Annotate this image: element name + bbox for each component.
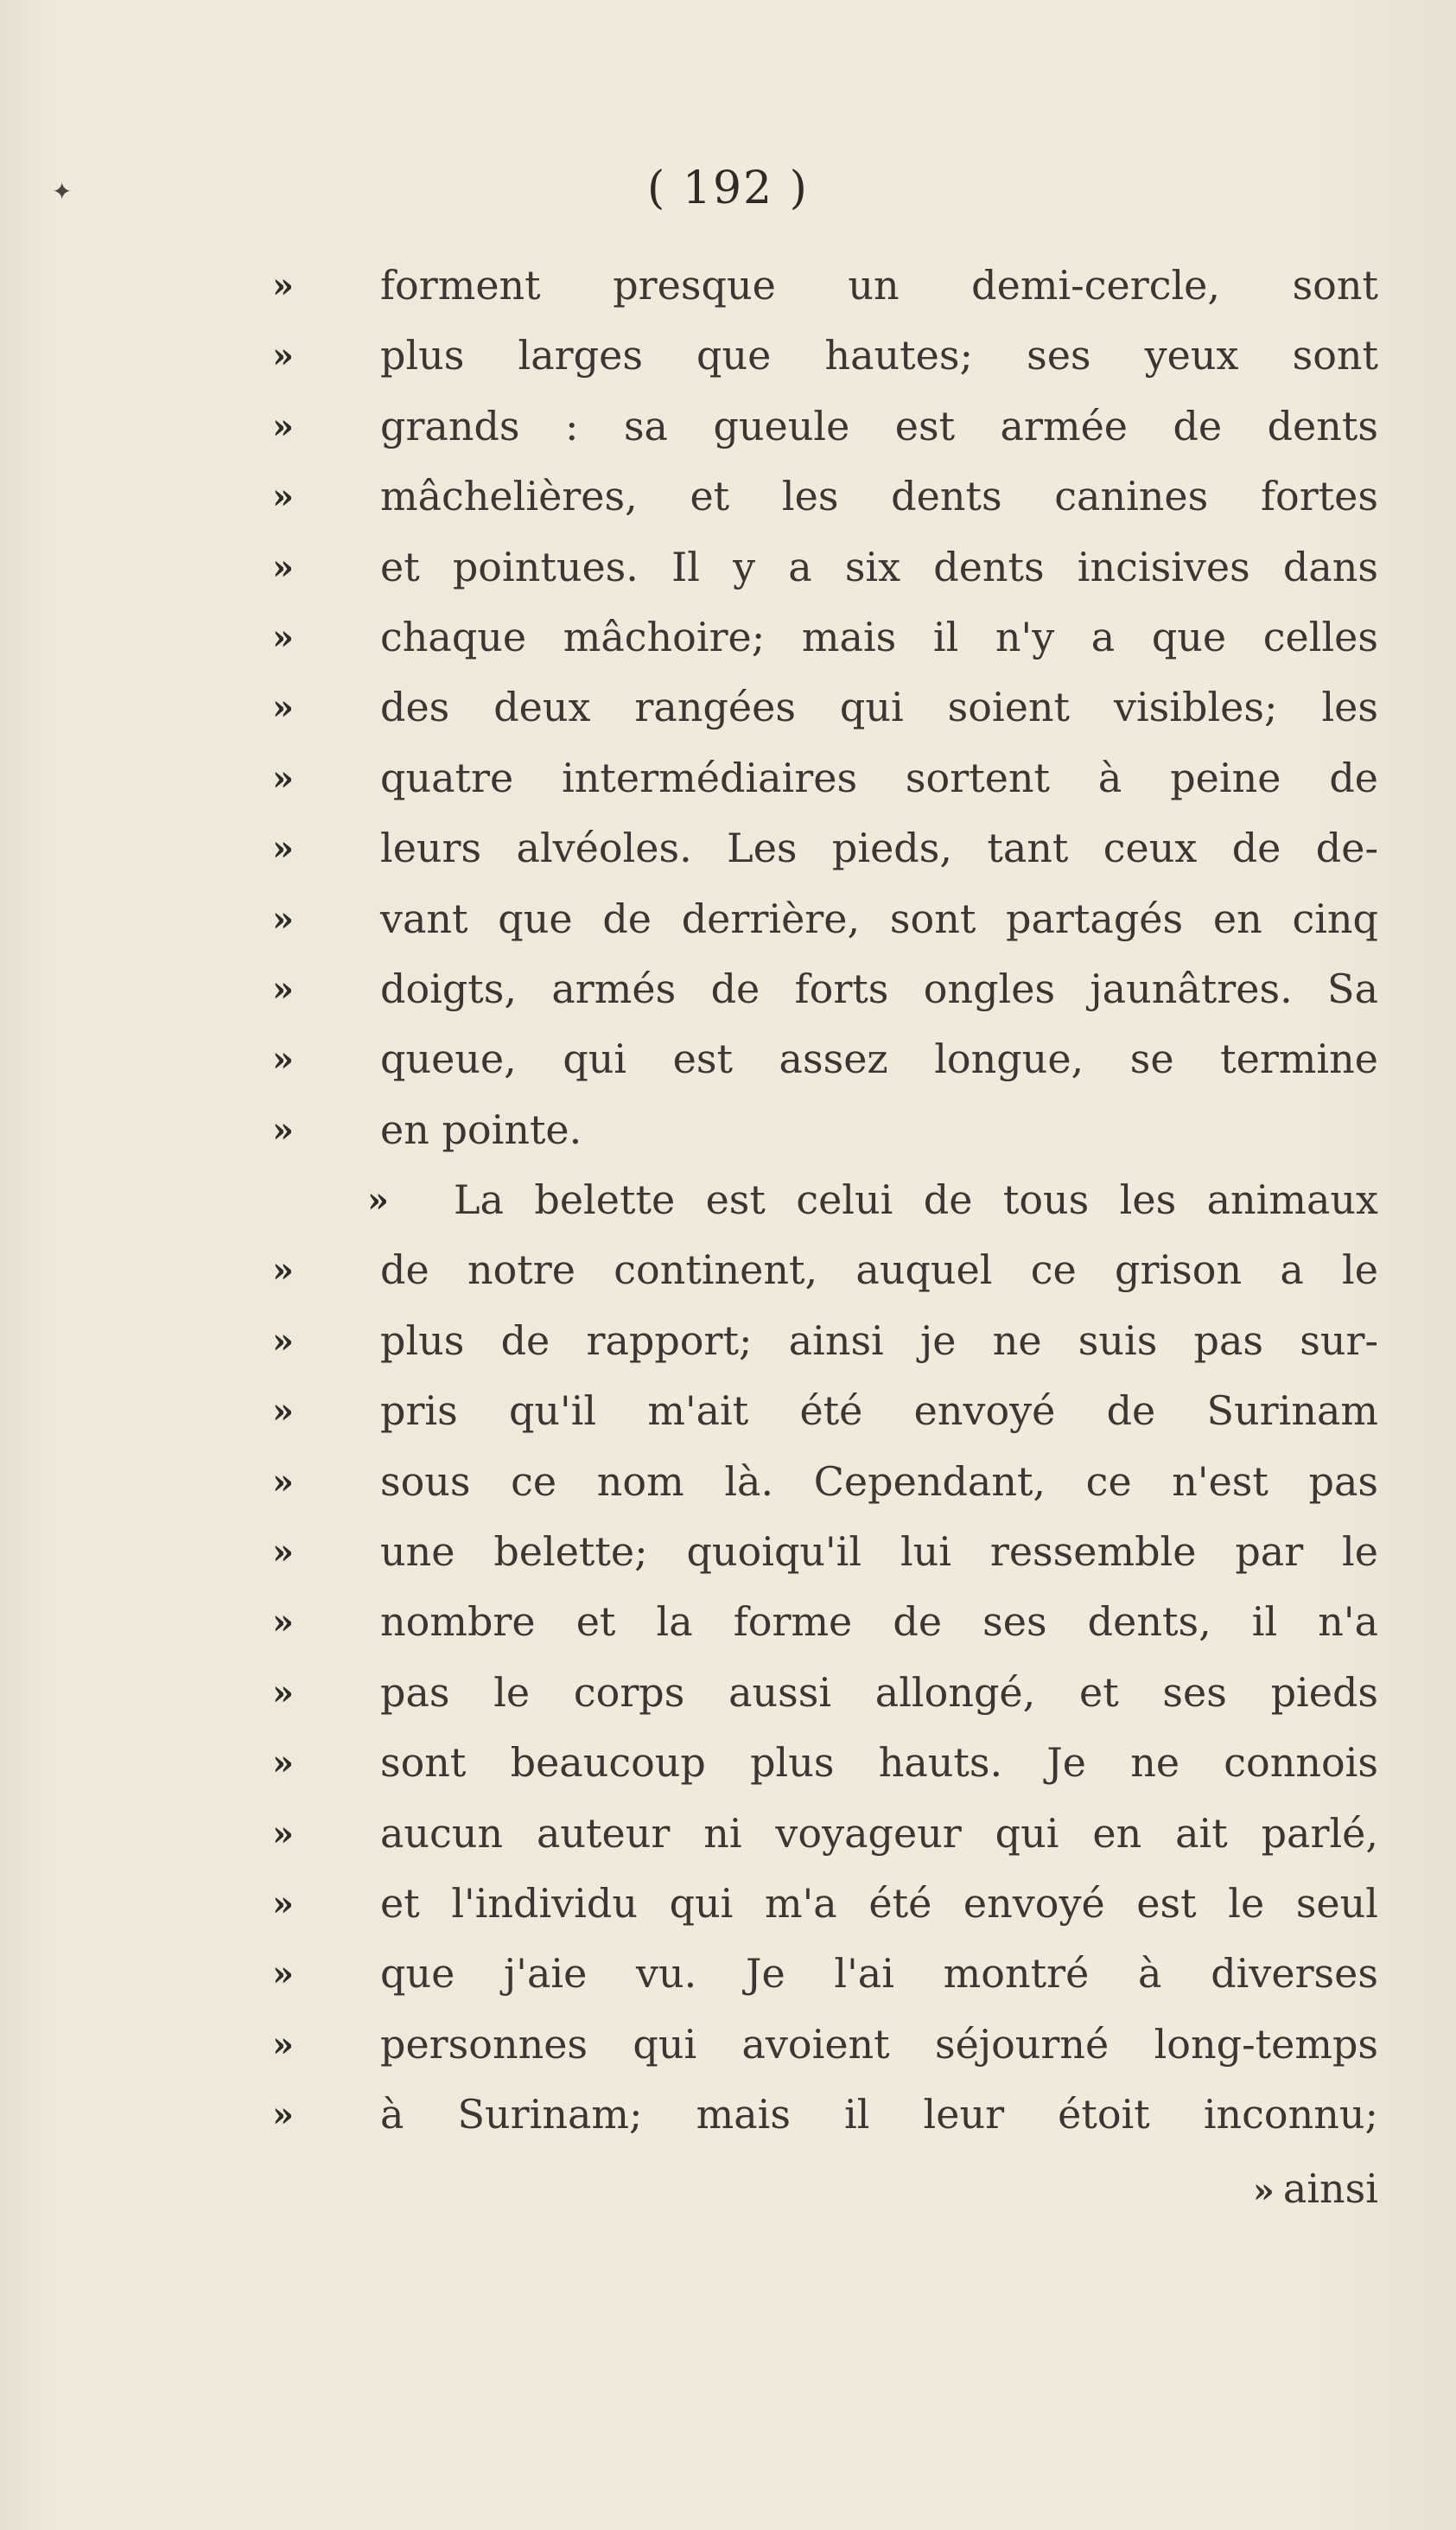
text-line bbox=[272, 1517, 1378, 1587]
text-line bbox=[272, 462, 1378, 532]
line-text: mâchelières, et les dents canines fortes bbox=[380, 473, 1378, 520]
line-text: forment presque un demi-cercle, sont bbox=[380, 262, 1378, 309]
catchword-quote: » bbox=[1252, 2170, 1275, 2211]
line-text: leurs alvéoles. Les pieds, tant ceux de de- bbox=[380, 825, 1378, 872]
line-text: que j'aie vu. Je l'ai montré à diverses bbox=[380, 1950, 1378, 1998]
quote-mark: » bbox=[272, 968, 294, 1010]
line-text: pas le corps aussi allongé, et ses pieds bbox=[380, 1668, 1378, 1716]
text-line bbox=[272, 1869, 1378, 1939]
text-line bbox=[272, 392, 1378, 462]
quote-mark: » bbox=[272, 1391, 294, 1432]
line-text: nombre et la forme de ses dents, il n'a bbox=[380, 1598, 1378, 1646]
quote-mark: » bbox=[272, 1602, 294, 1643]
line-text: sont beaucoup plus hauts. Je ne connois bbox=[380, 1739, 1378, 1787]
quote-mark: » bbox=[367, 1180, 389, 1221]
text-line bbox=[272, 1658, 1378, 1728]
line-text: quatre intermédiaires sortent à peine de bbox=[380, 754, 1378, 801]
text-line-paragraph-start bbox=[341, 1165, 1378, 1235]
quote-mark: » bbox=[272, 2023, 294, 2065]
text-line bbox=[272, 884, 1378, 954]
quote-mark: » bbox=[272, 1813, 294, 1854]
quote-mark: » bbox=[272, 1250, 294, 1291]
text-line bbox=[272, 1235, 1378, 1305]
text-line bbox=[272, 1799, 1378, 1869]
line-text: à Surinam; mais il leur étoit inconnu; bbox=[380, 2091, 1378, 2138]
quote-mark: » bbox=[272, 1953, 294, 1995]
line-text: et pointues. Il y a six dents incisives dans bbox=[380, 543, 1378, 590]
line-text: doigts, armés de forts ongles jaunâtres. Sa bbox=[380, 965, 1378, 1012]
text-line bbox=[272, 1095, 1378, 1165]
text-line bbox=[272, 1939, 1378, 2009]
line-text: sous ce nom là. Cependant, ce n'est pas bbox=[380, 1457, 1378, 1505]
catchword-text: ainsi bbox=[1282, 2165, 1378, 2212]
quote-mark: » bbox=[272, 1461, 294, 1502]
line-text: plus larges que hautes; ses yeux sont bbox=[380, 332, 1378, 379]
quote-mark: » bbox=[272, 1039, 294, 1080]
line-text: en pointe. bbox=[380, 1106, 582, 1153]
text-line bbox=[272, 672, 1378, 742]
quote-mark: » bbox=[272, 616, 294, 658]
margin-mark-icon: ✦ bbox=[52, 177, 73, 206]
quote-mark: » bbox=[272, 757, 294, 799]
text-line bbox=[272, 251, 1378, 321]
quote-mark: » bbox=[272, 1883, 294, 1924]
quote-mark: » bbox=[272, 1743, 294, 1784]
text-line bbox=[272, 321, 1378, 391]
text-line bbox=[272, 532, 1378, 602]
quote-mark: » bbox=[272, 405, 294, 447]
quote-mark: » bbox=[272, 546, 294, 588]
text-line bbox=[272, 1024, 1378, 1094]
page-number: ( 192 ) bbox=[647, 163, 809, 214]
quote-mark: » bbox=[272, 2094, 294, 2136]
text-line bbox=[272, 954, 1378, 1024]
text-line bbox=[272, 1306, 1378, 1376]
line-text: personnes qui avoient séjourné long-temps bbox=[380, 2020, 1378, 2068]
text-block bbox=[272, 251, 1378, 2151]
line-text: et l'individu qui m'a été envoyé est le seul bbox=[380, 1879, 1378, 1927]
catchword bbox=[1253, 2165, 1378, 2212]
line-text: des deux rangées qui soient visibles; les bbox=[380, 684, 1378, 731]
text-line bbox=[272, 1376, 1378, 1446]
text-line bbox=[272, 602, 1378, 672]
line-text: pris qu'il m'ait été envoyé de Surinam bbox=[380, 1387, 1378, 1435]
line-text: une belette; quoiqu'il lui ressemble par le bbox=[380, 1528, 1378, 1576]
quote-mark: » bbox=[272, 828, 294, 870]
text-line bbox=[272, 1587, 1378, 1657]
text-line bbox=[272, 743, 1378, 813]
quote-mark: » bbox=[272, 687, 294, 729]
quote-mark: » bbox=[272, 1672, 294, 1713]
quote-mark: » bbox=[272, 476, 294, 518]
quote-mark: » bbox=[272, 265, 294, 306]
quote-mark: » bbox=[272, 1109, 294, 1150]
line-text: chaque mâchoire; mais il n'y a que celles bbox=[380, 613, 1378, 660]
quote-mark: » bbox=[272, 1532, 294, 1573]
line-text: queue, qui est assez longue, se termine bbox=[380, 1036, 1378, 1083]
text-line bbox=[272, 813, 1378, 883]
line-text: grands : sa gueule est armée de dents bbox=[380, 402, 1378, 449]
line-text: plus de rapport; ainsi je ne suis pas sur- bbox=[380, 1316, 1378, 1364]
quote-mark: » bbox=[272, 1320, 294, 1361]
line-text: La belette est celui de tous les animaux bbox=[454, 1176, 1378, 1224]
quote-mark: » bbox=[272, 335, 294, 377]
quote-mark: » bbox=[272, 898, 294, 940]
line-text: de notre continent, auquel ce grison a le bbox=[380, 1246, 1378, 1294]
text-line bbox=[272, 2080, 1378, 2150]
line-text: aucun auteur ni voyageur qui en ait parlé, bbox=[380, 1809, 1378, 1857]
text-line bbox=[272, 1728, 1378, 1798]
text-line bbox=[272, 2010, 1378, 2080]
line-text: vant que de derrière, sont partagés en cinq bbox=[380, 895, 1378, 942]
text-line bbox=[272, 1447, 1378, 1517]
